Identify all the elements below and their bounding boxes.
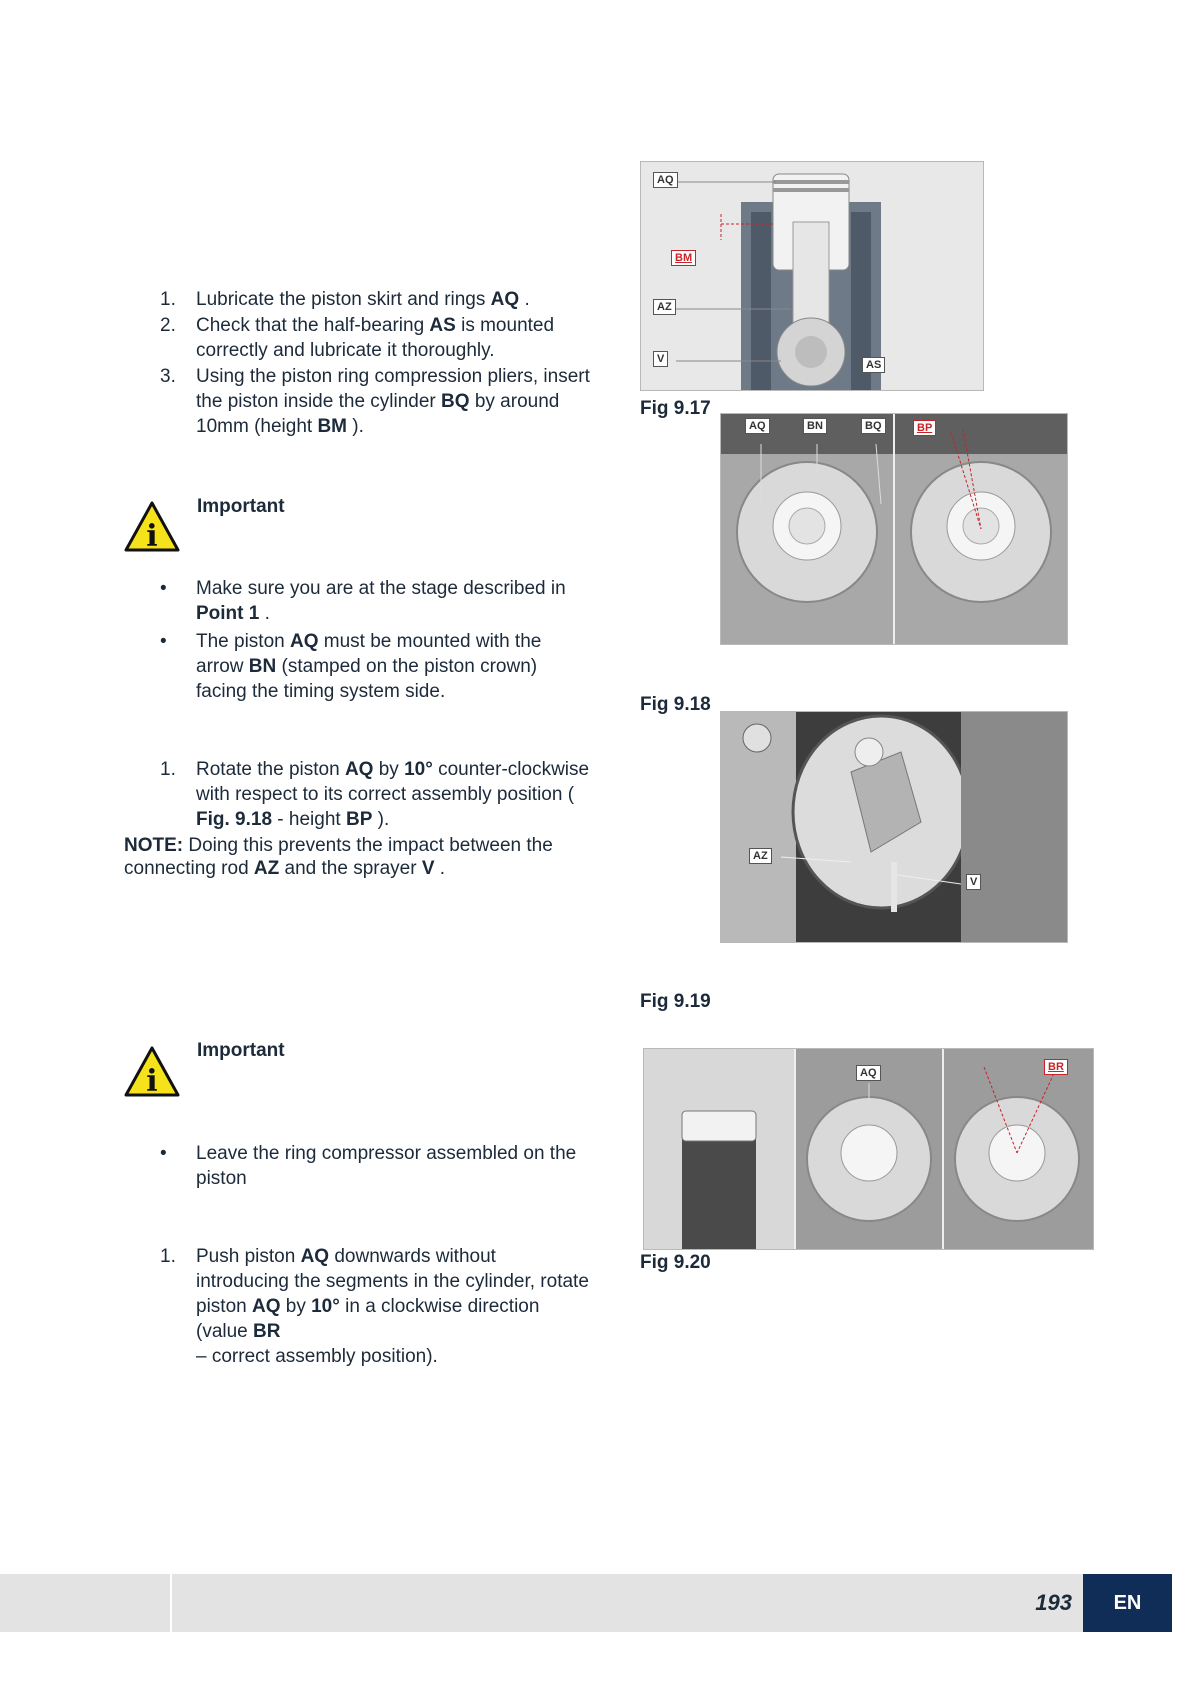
label-ref: Point 1 xyxy=(196,603,260,624)
step-text xyxy=(196,287,530,312)
figure-9-18 xyxy=(720,413,1068,645)
step-number: 2. xyxy=(160,315,176,336)
text: and the sprayer xyxy=(279,858,422,879)
text: introducing the segments in the cylinder, rotate xyxy=(196,1271,589,1292)
bullet-marker: • xyxy=(160,578,167,599)
label-ref: BP xyxy=(345,809,373,830)
callout-label: BQ xyxy=(861,418,886,434)
bullet-text xyxy=(196,576,566,626)
text: must be mounted with the xyxy=(318,631,542,652)
label-ref: BN xyxy=(248,656,277,677)
footer-divider xyxy=(170,1574,172,1632)
figure-caption: Fig 9.18 xyxy=(640,694,711,715)
text: Lubricate the piston skirt and rings xyxy=(196,289,491,310)
text: is mounted xyxy=(455,315,555,336)
bullet-text xyxy=(196,1141,576,1191)
step-text xyxy=(196,364,590,439)
bullet-marker: • xyxy=(160,631,167,652)
label-ref: BQ xyxy=(441,391,470,412)
callout-label: AQ xyxy=(745,418,770,434)
text: by xyxy=(280,1296,312,1317)
text: (stamped on the piston crown) xyxy=(276,656,538,677)
text: correctly and lubricate it thoroughly. xyxy=(196,340,495,361)
label-ref: AQ xyxy=(290,631,319,652)
language-badge: EN xyxy=(1083,1574,1172,1632)
text: Using the piston ring compression pliers, insert xyxy=(196,366,590,387)
step-text xyxy=(196,757,589,832)
callout-label: AS xyxy=(862,357,885,373)
important-heading: Important xyxy=(197,496,285,517)
label-ref: AQ xyxy=(251,1296,281,1317)
figure-caption: Fig 9.17 xyxy=(640,398,711,419)
text: facing the timing system side. xyxy=(196,681,446,702)
text: The piston xyxy=(196,631,290,652)
text: - height xyxy=(272,809,346,830)
callout-label: BM xyxy=(671,250,696,266)
label-ref: AS xyxy=(429,315,456,336)
callout-label: BR xyxy=(1044,1059,1068,1075)
text: downwards without xyxy=(329,1246,496,1267)
text: piston xyxy=(196,1296,252,1317)
text: (value xyxy=(196,1321,254,1342)
warning-info-icon xyxy=(124,500,180,552)
text: by around xyxy=(469,391,560,412)
footer-bar xyxy=(0,1574,1083,1632)
callout-label: AQ xyxy=(856,1065,881,1081)
text: . xyxy=(259,603,270,624)
label-ref: AQ xyxy=(300,1246,330,1267)
text: piston xyxy=(196,1168,247,1189)
figure-9-17 xyxy=(640,161,984,391)
label-ref: AQ xyxy=(344,759,374,780)
piston-cross-section-illustration xyxy=(641,162,983,390)
bullet-marker: • xyxy=(160,1143,167,1164)
text: ). xyxy=(347,416,364,437)
text: Make sure you are at the stage described in xyxy=(196,578,566,599)
step-number: 1. xyxy=(160,1246,176,1267)
label-ref: 10° xyxy=(311,1296,340,1317)
note-text xyxy=(124,834,553,880)
text: in a clockwise direction xyxy=(339,1296,540,1317)
callout-label: V xyxy=(653,351,668,367)
step-text xyxy=(196,1244,589,1369)
step-number: 1. xyxy=(160,289,176,310)
callout-label: V xyxy=(966,874,981,890)
text: with respect to its correct assembly position ( xyxy=(196,784,575,805)
text: Leave the ring compressor assembled on the xyxy=(196,1143,577,1164)
figure-caption: Fig 9.20 xyxy=(640,1252,711,1273)
text: – correct assembly position). xyxy=(196,1346,438,1367)
text: 10mm (height xyxy=(196,416,318,437)
figure-9-19 xyxy=(720,711,1068,943)
warning-info-icon xyxy=(124,1045,180,1097)
text: the piston inside the cylinder xyxy=(196,391,442,412)
text: Push piston xyxy=(196,1246,301,1267)
text: ). xyxy=(372,809,390,830)
bullet-text xyxy=(196,629,541,704)
text: . xyxy=(434,858,446,879)
callout-label: BN xyxy=(803,418,827,434)
important-heading: Important xyxy=(197,1040,285,1061)
text: arrow xyxy=(196,656,249,677)
text: . xyxy=(519,289,530,310)
label-ref: AZ xyxy=(253,858,280,879)
callout-label: AQ xyxy=(653,172,678,188)
text: counter-clockwise xyxy=(432,759,590,780)
callout-label: BP xyxy=(913,420,936,436)
step-number: 1. xyxy=(160,759,176,780)
callout-label: AZ xyxy=(749,848,772,864)
step-number: 3. xyxy=(160,366,176,387)
connecting-rod-sprayer-illustration xyxy=(721,712,1067,942)
figure-ref: Fig. 9.18 xyxy=(196,809,273,830)
svg-text:i: i xyxy=(146,1064,158,1097)
label-ref: 10° xyxy=(404,759,433,780)
text: Doing this prevents the impact between the xyxy=(183,835,553,856)
label-ref: V xyxy=(421,858,435,879)
svg-text:i: i xyxy=(146,519,158,552)
label-ref: AQ xyxy=(490,289,520,310)
text: connecting rod xyxy=(124,858,254,879)
figure-caption: Fig 9.19 xyxy=(640,991,711,1012)
note-label: NOTE: xyxy=(124,835,184,856)
page-number: 193 xyxy=(1035,1590,1072,1615)
text: Rotate the piston xyxy=(196,759,345,780)
piston-top-view-illustration xyxy=(721,414,1067,644)
text: Check that the half-bearing xyxy=(196,315,430,336)
label-ref: BM xyxy=(317,416,348,437)
text: by xyxy=(373,759,405,780)
label-ref: BR xyxy=(253,1321,281,1342)
callout-label: AZ xyxy=(653,299,676,315)
figure-9-20 xyxy=(643,1048,1094,1250)
step-text xyxy=(196,313,554,363)
